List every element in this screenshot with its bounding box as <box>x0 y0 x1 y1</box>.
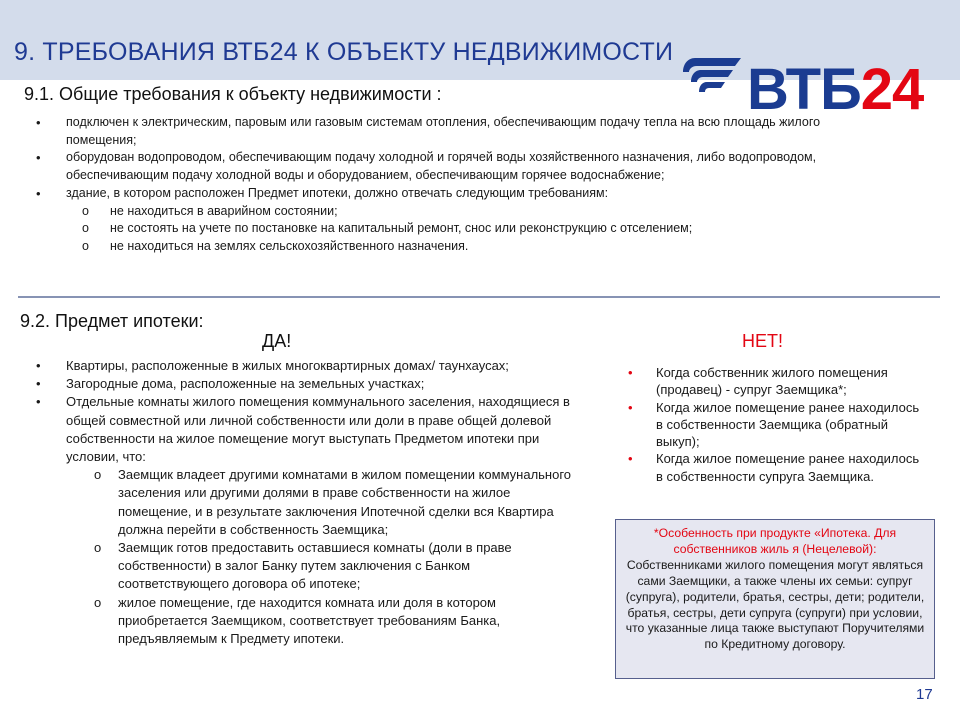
sub-list-item-text: не состоять на учете по постановке на капитальный ремонт, снос или реконструкцию с отселением; <box>110 221 693 236</box>
list-item <box>628 399 928 451</box>
list-item-text: Когда жилое помещение ранее находилось в собственности Заемщика (обратный выкуп); <box>656 399 920 450</box>
sub-list-item <box>36 466 584 539</box>
note-heading: *Особенность при продукте «Ипотека. Для собственников жиль я (Нецелевой): <box>653 526 897 556</box>
note-box <box>615 519 935 679</box>
sub-bullet-icon: o <box>94 540 102 556</box>
no-label: НЕТ! <box>742 331 784 351</box>
bullet-icon: • <box>36 358 41 373</box>
list-item-text: Когда жилое помещение ранее находилось в собственности супруга Заемщика. <box>656 451 920 484</box>
list-item <box>36 357 584 375</box>
section-1-heading: 9.1. Общие требования к объекту недвижимости : <box>24 84 442 104</box>
yes-list <box>36 357 584 648</box>
sub-list-item-text: жилое помещение, где находится комната или доля в котором приобретается Заемщиком, соответствует требованиям Банка, предъявляемым к Предмету ипотеки. <box>118 594 501 647</box>
note-body: Собственниками жилого помещения могут являться сами Заемщики, а также члены их семьи: супруг (супруга), родители, братья, сестры, дети; родители, братья, сестры, дети супруга (супруги) при условии, что указанные лица также выступают Поручителями по Кредитному договору. <box>625 557 925 652</box>
list-item <box>36 149 836 184</box>
section-1-list <box>36 114 836 256</box>
sub-bullet-icon: o <box>94 594 102 610</box>
sub-bullet-icon: o <box>82 203 89 218</box>
list-item <box>36 393 584 466</box>
yes-label: ДА! <box>262 331 292 351</box>
bullet-icon: • <box>36 115 41 130</box>
list-item-text: Квартиры, расположенные в жилых многоквартирных домах/ таунхаусах; <box>66 358 509 373</box>
sub-list-item <box>36 220 836 238</box>
list-item-text: здание, в котором расположен Предмет ипотеки, должно отвечать следующим требованиям: <box>66 185 609 200</box>
vtb-logo-mark-icon <box>681 55 745 105</box>
sub-bullet-icon: o <box>94 467 102 483</box>
bullet-icon: • <box>36 376 41 392</box>
bullet-icon: • <box>36 394 41 410</box>
sub-bullet-icon: o <box>82 238 89 253</box>
sub-list-item <box>36 594 584 649</box>
red-bullet-icon: • <box>628 451 633 467</box>
sub-list-item <box>36 203 836 221</box>
list-item <box>36 114 836 149</box>
list-item-text: подключен к электрическим, паровым или газовым системам отопления, обеспечивающим подачу тепла на всю площадь жилого помещения; <box>66 115 821 147</box>
logo-text-red: 24 <box>860 57 924 122</box>
list-item-text: оборудован водопроводом, обеспечивающим подачу холодной и горячей воды хозяйственного назначения, либо водопроводом, обеспечивающим подачу холодной воды и оборудованием, обеспечивающим горячее водоснабжение; <box>66 150 817 183</box>
logo-text-blue: ВТБ <box>747 57 861 122</box>
sub-list-item <box>36 539 584 594</box>
list-item <box>36 185 836 203</box>
sub-bullet-icon: o <box>82 221 89 236</box>
slide-title: 9. ТРЕБОВАНИЯ ВТБ24 К ОБЪЕКТУ НЕДВИЖИМОСТИ <box>14 38 674 66</box>
list-item <box>628 364 928 399</box>
logo-wordmark <box>747 57 924 122</box>
sub-list-item <box>36 238 836 256</box>
section-divider <box>18 296 940 298</box>
list-item-text: Когда собственник жилого помещения (продавец) - супруг Заемщика*; <box>656 365 888 398</box>
sub-list-item-text: не находиться на землях сельскохозяйственного назначения. <box>110 238 469 253</box>
section-2-heading: 9.2. Предмет ипотеки: <box>20 311 204 331</box>
sub-list-item-text: Заемщик владеет другими комнатами в жилом помещении коммунального заселения или другими долями в праве собственности на жилое помещение, и в результате заключения Ипотечной сделки вся Квартира должна перейти в собственность Заемщика; <box>118 467 572 537</box>
bullet-icon: • <box>36 150 41 166</box>
sub-list-item-text: не находиться в аварийном состоянии; <box>110 203 338 218</box>
page-number: 17 <box>916 686 933 703</box>
bullet-icon: • <box>36 185 41 201</box>
red-bullet-icon: • <box>628 365 633 380</box>
list-item <box>36 375 584 393</box>
red-bullet-icon: • <box>628 399 633 415</box>
list-item-text: Загородные дома, расположенные на земельных участках; <box>66 376 425 392</box>
sub-list-item-text: Заемщик готов предоставить оставшиеся комнаты (доли в праве собственности) в залог Банку путем заключения с Банком соответствующего договора об ипотеке; <box>118 540 512 592</box>
list-item <box>628 450 928 485</box>
no-list <box>628 364 928 485</box>
list-item-text: Отдельные комнаты жилого помещения коммунального заселения, находящиеся в общей совместной или личной собственности или доли в праве общей долевой собственности на жилое помещение могут выступать Предметом ипотеки при условии, что: <box>66 394 570 465</box>
